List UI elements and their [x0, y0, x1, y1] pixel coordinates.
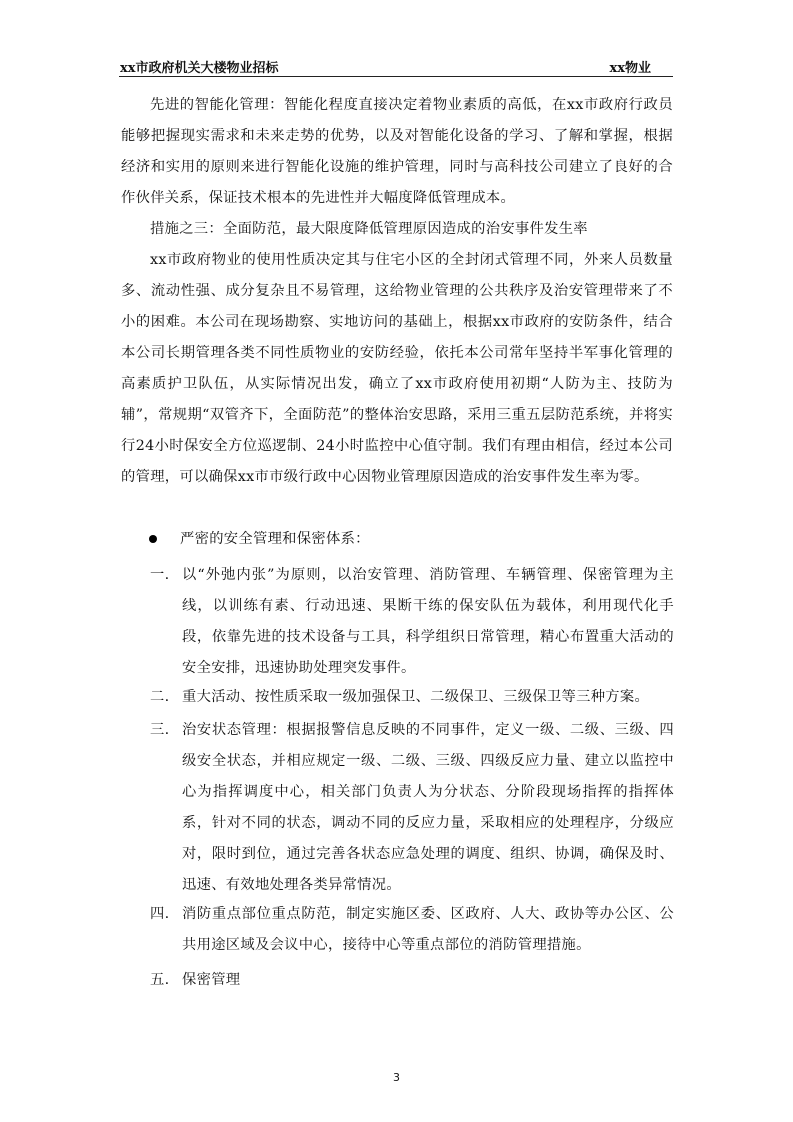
- list-item: [150, 560, 674, 684]
- page-number: 3: [393, 1071, 400, 1084]
- list-item-text: 重大活动、按性质采取一级加强保卫、二级保卫、三级保卫等三种方案。: [182, 689, 650, 705]
- list-item-number: 一.: [150, 567, 170, 583]
- list-item-number: 二.: [150, 689, 170, 705]
- header-title: xx市政府机关大楼物业招标: [120, 61, 279, 76]
- list-item-text: 以“外弛内张”为原则，以治安管理、消防管理、车辆管理、保密管理为主线，以训练有素、行动迅速、果断干练的保安队伍为载体，利用现代化手段，依靠先进的技术设备与工具，科学组织日常管理，精心布置重大活动的安全安排，迅速协助处理突发事件。: [182, 567, 674, 676]
- list-item-number: 五.: [150, 972, 170, 988]
- list-item: [150, 715, 674, 901]
- paragraph-measure-three: 措施之三：全面防范，最大限度降低管理原因造成的治安事件发生率: [150, 221, 588, 237]
- list-item: [150, 682, 674, 713]
- paragraph-security-overview: xx市政府物业的使用性质决定其与住宅小区的全封闭式管理不同，外来人员数量多、流动性强、成分复杂且不易管理，这给物业管理的公共秩序及治安管理带来了不小的困难。本公司在现场勘察、实地访问的基础上，根据xx市政府的安防条件，结合本公司长期管理各类不同性质物业的安防经验，依托本公司常年坚持半军事化管理的高素质护卫队伍，从实际情况出发，确立了xx市政府使用初期“人防为主、技防为辅”，常规期“双管齐下，全面防范”的整体治安思路，采用三重五层防范系统，并将实行24小时保安全方位巡逻制、24小时监控中心值守制。我们有理由相信，经过本公司的管理，可以确保xx市市级行政中心因物业管理原因造成的治安事件发生率为零。: [121, 252, 673, 485]
- list-item-text: 保密管理: [182, 972, 241, 988]
- bullet-dot-icon: [149, 535, 157, 543]
- page-header: [119, 56, 673, 77]
- header-company: xx物业: [609, 61, 651, 76]
- list-item: [150, 965, 674, 996]
- paragraph-smart-management: 先进的智能化管理：智能化程度直接决定着物业素质的高低，在xx市政府行政员能够把握现实需求和未来走势的优势，以及对智能化设备的学习、了解和掌握，根据经济和实用的原则来进行智能化设施的维护管理，同时与高科技公司建立了良好的合作伙伴关系，保证技术根本的先进性并大幅度降低管理成本。: [121, 97, 673, 206]
- list-item-number: 三.: [150, 722, 170, 738]
- bullet-text: 严密的安全管理和保密体系：: [180, 531, 370, 547]
- list-item: [150, 899, 674, 961]
- list-item-text: 消防重点部位重点防范，制定实施区委、区政府、人大、政协等办公区、公共用途区域及会议中心，接待中心等重点部位的消防管理措施。: [182, 906, 674, 953]
- list-item-number: 四.: [150, 906, 170, 922]
- list-item-text: 治安状态管理：根据报警信息反映的不同事件，定义一级、二级、三级、四级安全状态，并相应规定一级、二级、三级、四级反应力量、建立以监控中心为指挥调度中心，相关部门负责人为分状态、分阶段现场指挥的指挥体系，针对不同的状态，调动不同的反应力量，采取相应的处理程序，分级应对，限时到位，通过完善各状态应急处理的调度、组织、协调，确保及时、迅速、有效地处理各类异常情况。: [182, 722, 674, 893]
